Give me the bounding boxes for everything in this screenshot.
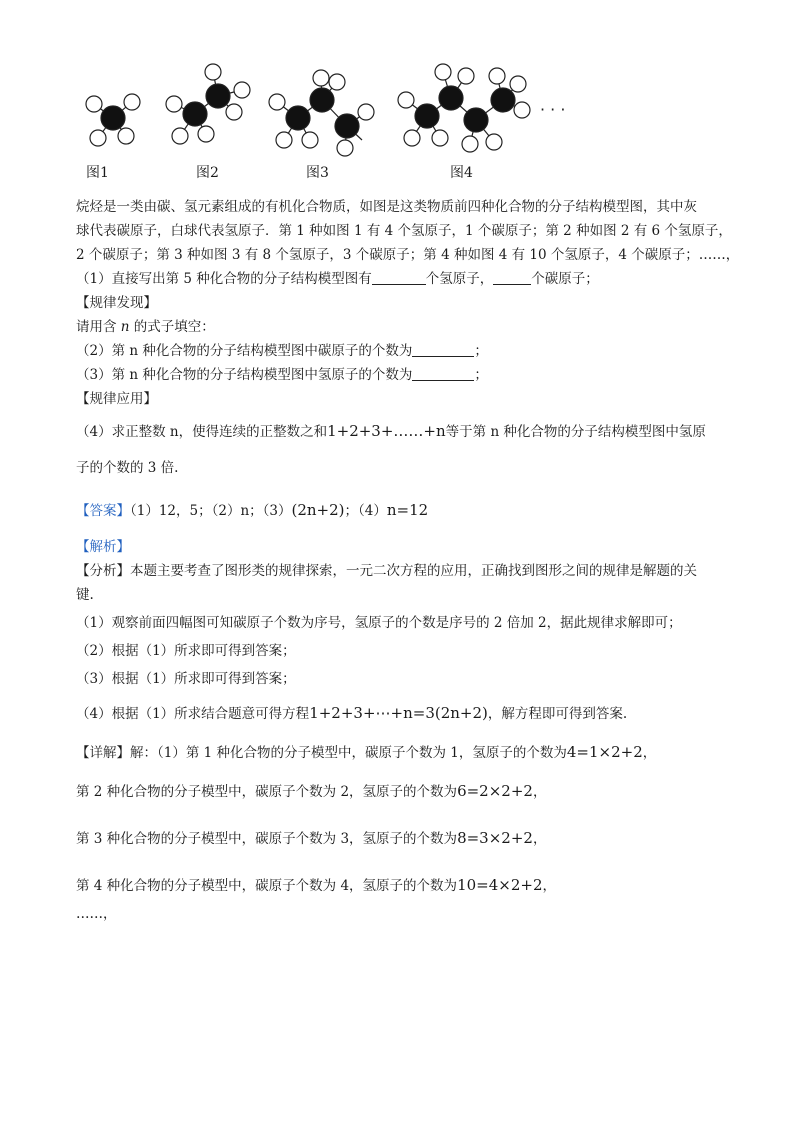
answer-blank-carbon: [493, 270, 531, 285]
section-rule-discovery: 【规律发现】: [76, 295, 157, 311]
answer-blank-hydrogen: [372, 270, 426, 285]
rule-variable: n: [120, 319, 130, 335]
figure-label-1: 图1: [86, 165, 109, 181]
detail-comma-4: ，: [542, 878, 556, 894]
rule-hint-text-2: 的式子填空：: [133, 319, 215, 335]
question-4-text-a: （4）求正整数 n，使得连续的正整数之和: [76, 424, 328, 440]
question-4-text-b: 等于第 n 种化合物的分子结构模型图中氢原: [445, 424, 706, 440]
question-1-text-b: 个氢原子，: [425, 271, 494, 287]
detail-end-1: ，: [642, 745, 657, 761]
question-2-end: ；: [474, 343, 488, 359]
rule-hint-text: 请用含: [76, 319, 117, 335]
analysis-label: 【解析】: [76, 539, 130, 555]
figure-label-2: 图2: [196, 165, 219, 181]
molecule-3: [269, 70, 374, 156]
detail-comma-2: ，: [532, 784, 547, 800]
detail-math-4: 10=4×2+2: [457, 876, 543, 894]
analysis-point-4-math: 1+2+3+⋯+n=3(2n+2): [309, 704, 488, 722]
answer-math-2: n=12: [386, 501, 429, 519]
question-2-text: （2）第 n 种化合物的分子结构模型图中碳原子的个数为: [76, 343, 413, 359]
analysis-point-2: （2）根据（1）所求即可得到答案；: [76, 643, 296, 659]
question-4-line-1: [76, 419, 736, 444]
answer-math-1: (2n+2): [291, 501, 345, 519]
question-3: [76, 363, 736, 387]
analysis-point-4-text-b: ，解方程即可得到答案.: [487, 706, 628, 722]
document-content: [76, 195, 740, 926]
detail-math-2: 6=2×2+2: [457, 782, 533, 800]
analysis-fenxi-line-1: 【分析】本题主要考查了图形类的规律探索，一元二次方程的应用，正确找到图形之间的规律是解题的关: [76, 563, 697, 579]
question-4-line-2: 子的个数的 3 倍.: [76, 460, 179, 476]
question-2: [76, 339, 736, 363]
detail-line-4: [76, 873, 736, 898]
analysis-point-3: （3）根据（1）所求即可得到答案；: [76, 671, 296, 687]
detail-line-2: [76, 779, 736, 804]
detail-text-4: 第 4 种化合物的分子模型中，碳原子个数为 4，氢原子的个数为: [76, 878, 458, 894]
detail-math-3: 8=3×2+2: [457, 829, 533, 847]
answer-blank-q2: [412, 342, 474, 357]
molecule-figures: [0, 40, 800, 190]
molecule-1: [86, 94, 140, 146]
question-3-text: （3）第 n 种化合物的分子结构模型图中氢原子的个数为: [76, 367, 413, 383]
question-1-text-a: （1）直接写出第 5 种化合物的分子结构模型图有: [76, 271, 372, 287]
detail-math-1: 4=1×2+2: [566, 743, 643, 761]
section-rule-application: 【规律应用】: [76, 391, 157, 407]
question-1: [76, 267, 736, 291]
answer-label: 【答案】: [76, 503, 130, 519]
analysis-point-1: （1）观察前面四幅图可知碳原子个数为序号，氢原子的个数是序号的 2 倍加 2，据此规律求解即可；: [76, 615, 682, 631]
detail-line-3: [76, 826, 736, 851]
detail-text-1: 【详解】解：（1）第 1 种化合物的分子模型中，碳原子个数为 1，氢原子的个数为: [76, 745, 567, 761]
problem-intro-line-1: 烷烃是一类由碳、氢元素组成的有机化合物质，如图是这类物质前四种化合物的分子结构模型图，其中灰: [76, 199, 697, 215]
figures-ellipsis: · · ·: [540, 100, 566, 119]
detail-comma-3: ，: [532, 831, 547, 847]
answer-text-b: ；（4）: [344, 503, 387, 519]
question-1-text-c: 个碳原子；: [531, 271, 599, 287]
analysis-point-4-text-a: （4）根据（1）所求结合题意可得方程: [76, 706, 310, 722]
problem-intro-line-2: 球代表碳原子，白球代表氢原子．第 1 种如图 1 有 4 个氢原子，1 个碳原子；第 2 种如图 2 有 6 个氢原子，: [76, 223, 732, 239]
figure-label-3: 图3: [306, 165, 329, 181]
problem-intro-line-3: 2 个碳原子；第 3 种如图 3 有 8 个氢原子，3 个碳原子；第 4 种如图 4 有 10 个氢原子，4 个碳原子；……，: [76, 247, 740, 263]
analysis-fenxi-line-2: 键.: [76, 587, 94, 603]
answer-line: [76, 498, 736, 523]
figure-label-4: 图4: [450, 165, 473, 181]
rule-hint: [76, 315, 736, 339]
analysis-point-4: [76, 701, 736, 726]
detail-text-3: 第 3 种化合物的分子模型中，碳原子个数为 3，氢原子的个数为: [76, 831, 458, 847]
answer-blank-q3: [412, 366, 474, 381]
answer-text-a: （1）12，5；（2）n；（3）: [130, 503, 292, 519]
molecule-2: [166, 64, 250, 144]
molecule-models-svg: [0, 40, 800, 190]
detail-line-1: [76, 740, 736, 765]
detail-ellipsis: ……，: [76, 906, 117, 922]
question-3-end: ；: [474, 367, 488, 383]
question-4-math: 1+2+3+……+n: [327, 422, 446, 440]
molecule-4: [398, 64, 530, 152]
detail-text-2: 第 2 种化合物的分子模型中，碳原子个数为 2，氢原子的个数为: [76, 784, 458, 800]
